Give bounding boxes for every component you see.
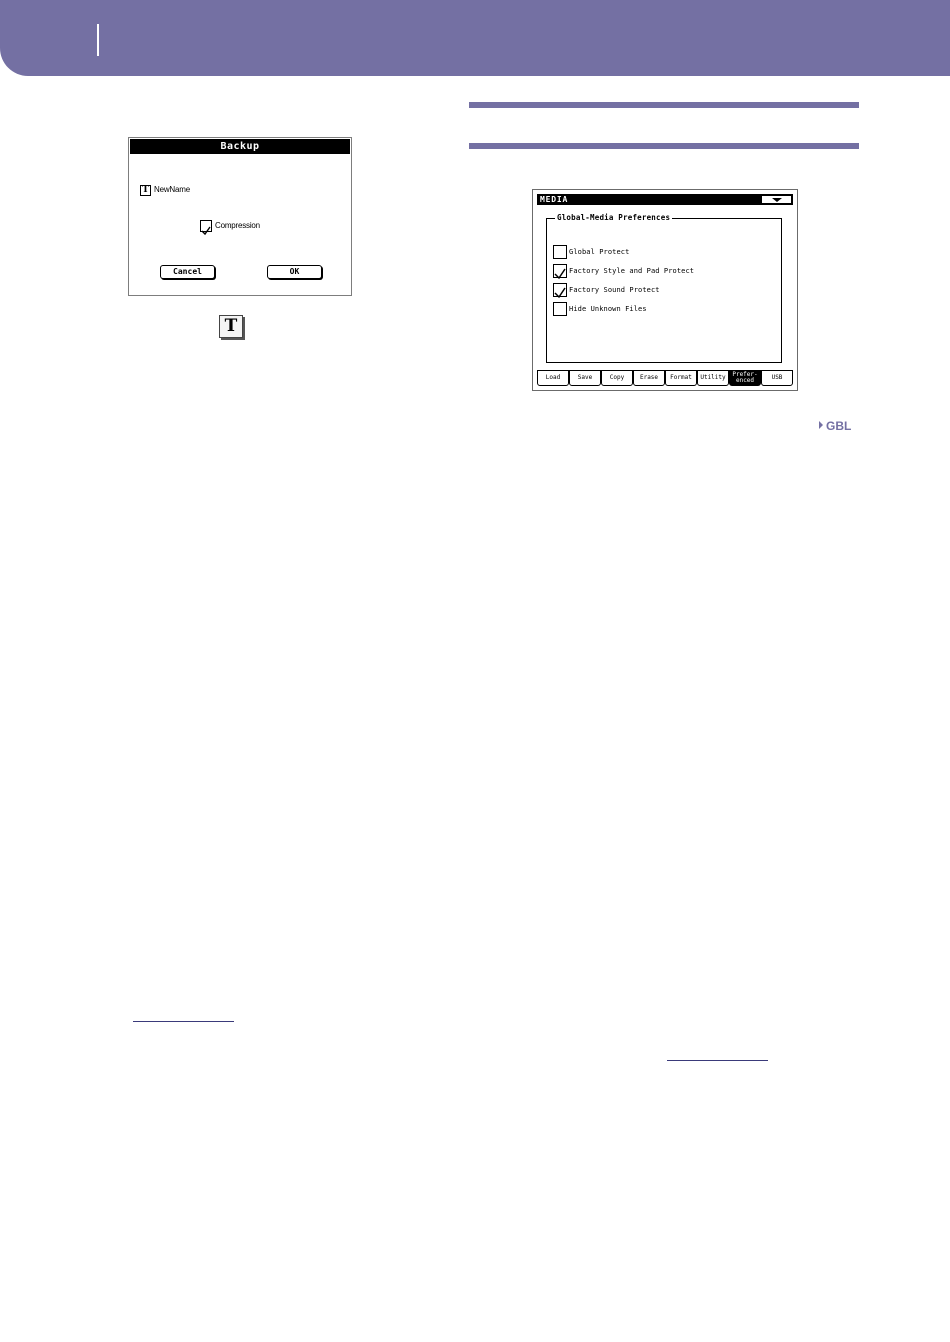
footnote-rule: [667, 1060, 768, 1061]
tab-load[interactable]: Load: [537, 370, 569, 386]
section-rule-bottom: [469, 143, 859, 149]
global-protect-label: Global Protect: [569, 248, 630, 256]
check-icon: [201, 226, 211, 236]
tab-preferences[interactable]: Prefer- enced: [729, 370, 761, 386]
section-rule-top: [469, 102, 859, 108]
gbl-label: GBL: [826, 419, 852, 433]
text-edit-icon-large: T: [219, 315, 243, 338]
gbl-marker: [819, 419, 851, 433]
tab-copy[interactable]: Copy: [601, 370, 633, 386]
tab-save[interactable]: Save: [569, 370, 601, 386]
new-name-label: NewName: [154, 185, 190, 194]
dropdown-arrow-icon[interactable]: [761, 195, 792, 204]
cancel-button[interactable]: Cancel: [160, 265, 215, 279]
global-protect-checkbox[interactable]: [553, 245, 567, 259]
compression-checkbox[interactable]: [200, 220, 212, 232]
factory-style-pad-protect-label: Factory Style and Pad Protect: [569, 267, 695, 275]
triangle-right-icon: [819, 421, 823, 429]
media-tabs: [537, 370, 793, 386]
page-header-band: [0, 0, 950, 76]
check-icon: [554, 287, 566, 299]
compression-label: Compression: [215, 221, 260, 230]
media-preferences-screen: [532, 189, 798, 391]
header-divider: [97, 24, 99, 56]
media-title-bar: [537, 194, 793, 205]
dialog-title: Backup: [130, 139, 350, 154]
hide-unknown-files-checkbox[interactable]: [553, 302, 567, 316]
group-title: Global-Media Preferences: [557, 213, 671, 222]
backup-dialog: [128, 137, 352, 296]
check-icon: [554, 268, 566, 280]
tab-usb[interactable]: USB: [761, 370, 793, 386]
factory-sound-protect-label: Factory Sound Protect: [569, 286, 660, 294]
tab-erase[interactable]: Erase: [633, 370, 665, 386]
media-title: MEDIA: [540, 195, 569, 204]
factory-style-pad-protect-checkbox[interactable]: [553, 264, 567, 278]
factory-sound-protect-checkbox[interactable]: [553, 283, 567, 297]
footnote-rule: [133, 1021, 234, 1022]
global-media-preferences-group: [546, 213, 782, 363]
text-edit-icon[interactable]: T: [140, 185, 151, 196]
ok-button[interactable]: OK: [267, 265, 322, 279]
hide-unknown-files-label: Hide Unknown Files: [569, 305, 647, 313]
tab-format[interactable]: Format: [665, 370, 697, 386]
tab-utility[interactable]: Utility: [697, 370, 729, 386]
